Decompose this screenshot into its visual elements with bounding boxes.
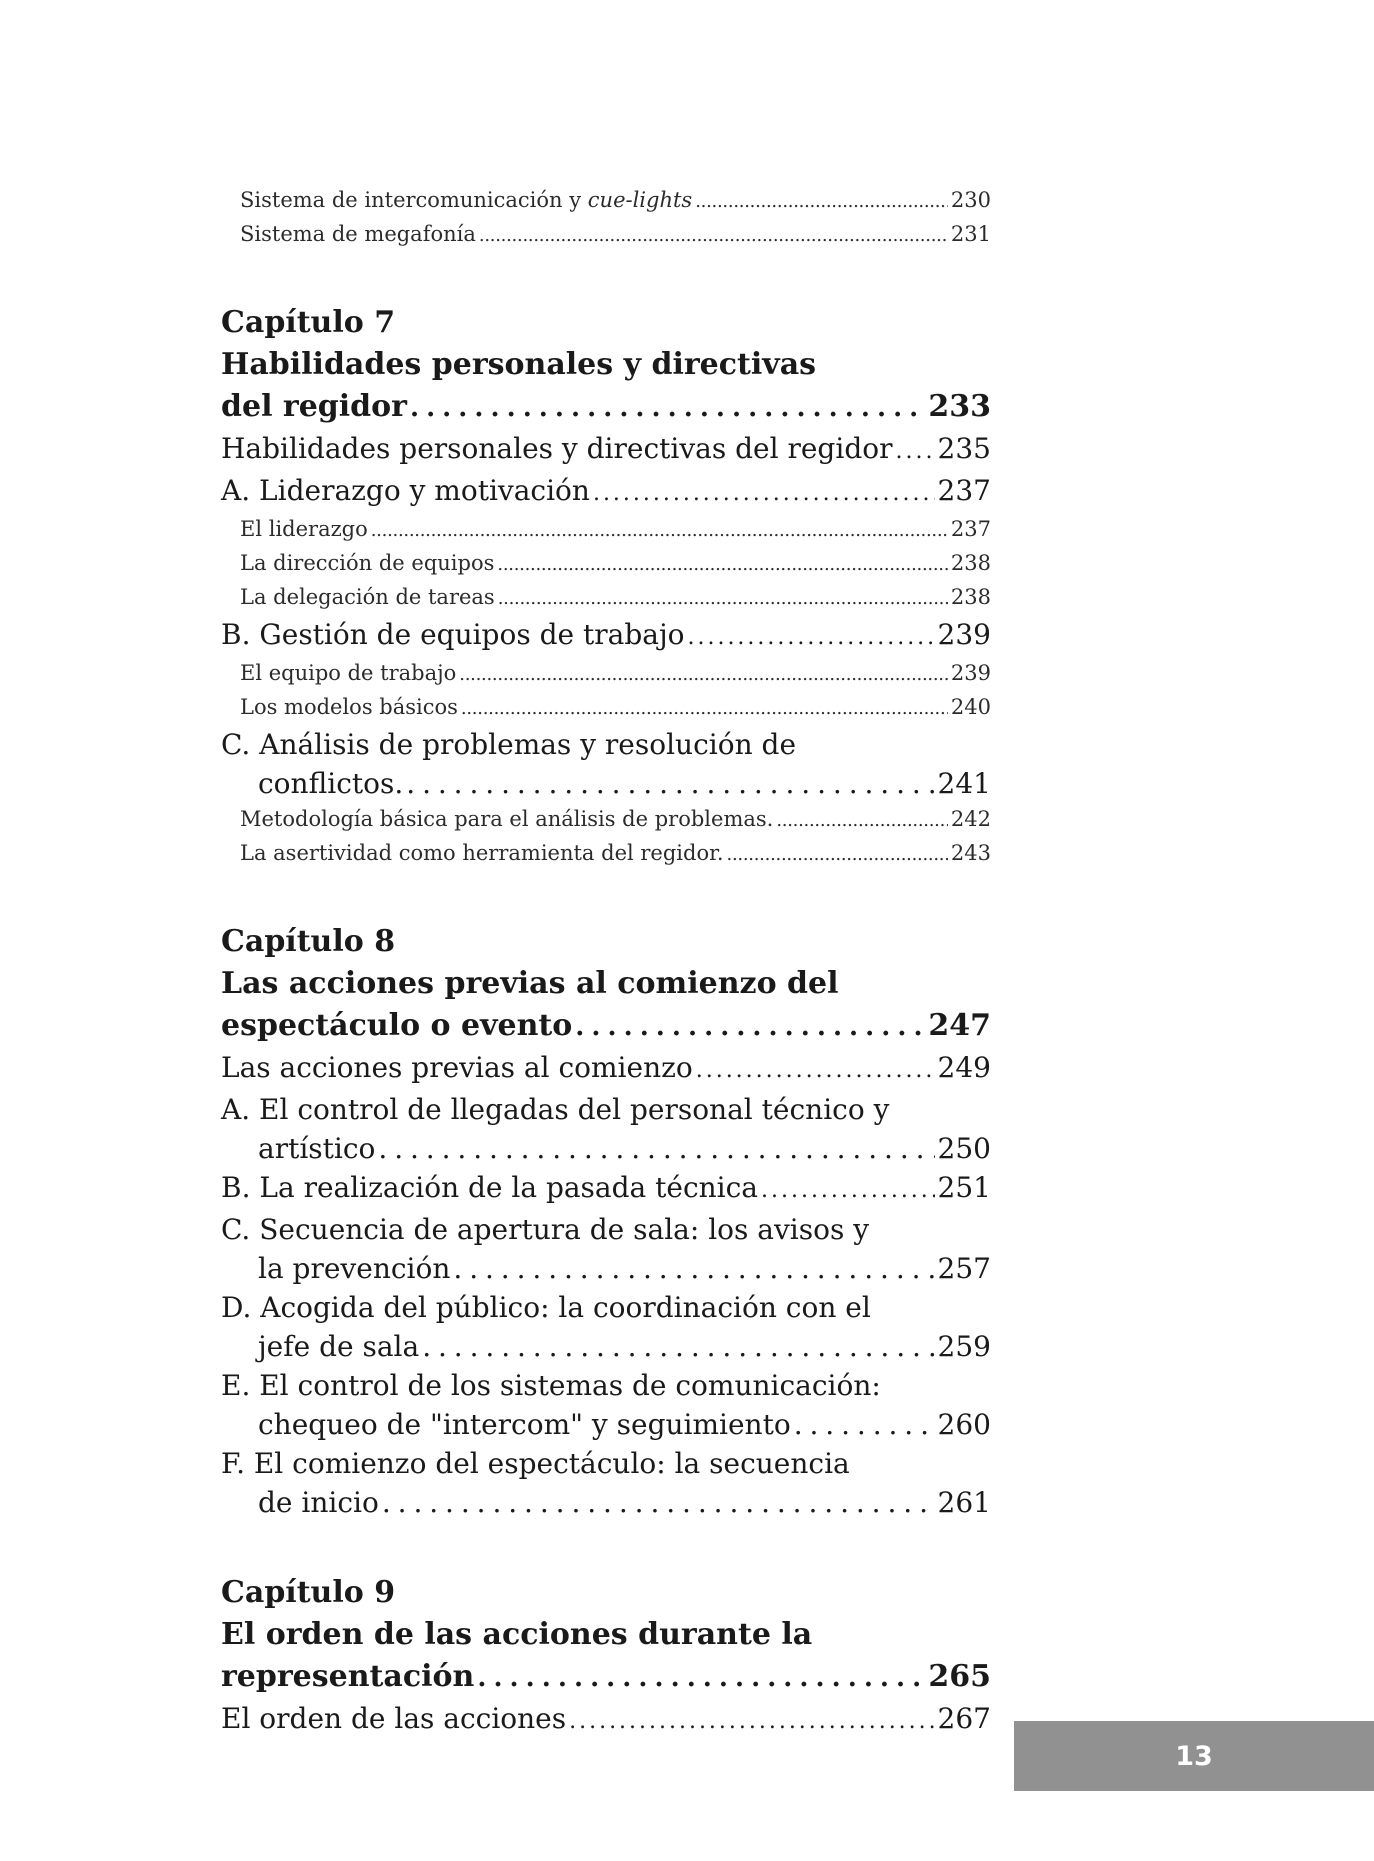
dot-leader (459, 657, 948, 691)
toc-entry[interactable] (221, 1090, 991, 1168)
toc-entry-title: B. Gestión de equipos de trabajo (221, 618, 685, 651)
toc-entry[interactable] (221, 691, 991, 725)
toc-entry-title: El equipo de trabajo (240, 661, 457, 685)
toc-entry-title: Sistema de megafonía (240, 222, 476, 246)
chapter-page: 265 (928, 1659, 991, 1694)
chapter-title-line: Habilidades personales y directivas (221, 347, 817, 382)
toc-entry-title: artístico (258, 1132, 376, 1165)
toc-entry-page: 230 (950, 188, 991, 212)
toc-entry-title: A. El control de llegadas del personal técnico y (221, 1093, 890, 1126)
toc-entry-page: 243 (950, 841, 991, 865)
toc-entry-continuation (221, 1483, 991, 1522)
toc-entry-page: 251 (937, 1171, 991, 1204)
toc-entry[interactable] (221, 429, 991, 471)
toc-entry-title: Sistema de intercomunicación y cue-lights (240, 188, 693, 212)
dot-leader (371, 513, 948, 547)
dot-leader (477, 1656, 925, 1699)
toc-entry-continuation (221, 1327, 991, 1366)
toc-entry-title: C. Secuencia de apertura de sala: los avisos y (221, 1213, 870, 1246)
dot-leader (382, 1483, 935, 1522)
chapter-title-line: del regidor (221, 389, 407, 424)
toc-entry-page: 242 (950, 807, 991, 831)
toc-entry-page: 239 (950, 661, 991, 685)
toc-entry-title: la prevención (258, 1252, 451, 1285)
toc-entry-page: 238 (950, 551, 991, 575)
chapter-label: Capítulo 7 (221, 305, 396, 340)
chapter-entries (221, 429, 991, 871)
toc-entry-title: Metodología básica para el análisis de problemas. (240, 807, 774, 831)
dot-leader (479, 218, 948, 252)
dot-leader (895, 429, 934, 471)
chapter-entries (221, 1699, 991, 1741)
toc-entry-continuation (221, 764, 991, 803)
toc-entry-title: La delegación de tareas (240, 585, 495, 609)
toc-entry-page: 241 (937, 767, 991, 800)
toc-entry-title: E. El control de los sistemas de comunicación: (221, 1369, 881, 1402)
toc-entry[interactable] (221, 1168, 991, 1210)
toc-entry-title: conflictos. (258, 767, 404, 800)
dot-leader (422, 1327, 934, 1366)
toc-entry-page: 260 (937, 1408, 991, 1441)
chapter-heading[interactable] (221, 1572, 991, 1699)
toc-entry-page: 257 (937, 1252, 991, 1285)
toc-entry-title: chequeo de "intercom" y seguimiento (258, 1408, 791, 1441)
dot-leader (498, 581, 948, 615)
toc-entry[interactable] (221, 837, 991, 871)
chapter-label: Capítulo 8 (221, 924, 396, 959)
chapter-title-line: representación (221, 1659, 475, 1694)
toc-entry-page: 237 (950, 517, 991, 541)
toc-entry-page: 231 (950, 222, 991, 246)
dot-leader (794, 1405, 935, 1444)
page-number: 13 (1175, 1740, 1213, 1772)
toc-entry[interactable] (221, 615, 991, 657)
toc-entry-page: 240 (950, 695, 991, 719)
chapter-heading[interactable] (221, 921, 991, 1048)
toc-entry-title: Las acciones previas al comienzo (221, 1051, 693, 1084)
dot-leader (461, 691, 948, 725)
toc-entry-title: El orden de las acciones (221, 1702, 567, 1735)
dot-leader (406, 764, 934, 803)
dot-leader (575, 1005, 925, 1048)
dot-leader (688, 615, 935, 657)
chapter-page: 247 (928, 1008, 991, 1043)
toc-entry-page: 261 (937, 1486, 991, 1519)
chapter-title-line: espectáculo o evento (221, 1008, 573, 1043)
toc-entry-continuation (221, 1405, 991, 1444)
toc-entry-page: 237 (937, 474, 991, 507)
toc-entry-page: 239 (937, 618, 991, 651)
dot-leader (696, 1048, 935, 1090)
toc-entry-title: La asertividad como herramienta del regidor. (240, 841, 724, 865)
toc-entry[interactable] (221, 1048, 991, 1090)
table-of-contents (221, 184, 991, 1741)
dot-leader (410, 386, 925, 429)
dot-leader (593, 471, 935, 513)
toc-entry[interactable] (221, 581, 991, 615)
toc-entry[interactable] (221, 1444, 991, 1522)
chapter-entries (221, 1048, 991, 1522)
toc-entry[interactable] (221, 1210, 991, 1288)
dot-leader (569, 1699, 934, 1741)
dot-leader (497, 547, 948, 581)
dot-leader (776, 803, 948, 837)
toc-entry-title: B. La realización de la pasada técnica (221, 1171, 759, 1204)
toc-entry[interactable] (221, 725, 991, 803)
toc-entry[interactable] (221, 1288, 991, 1366)
dot-leader (695, 184, 948, 218)
toc-entry-title: jefe de sala (258, 1330, 420, 1363)
toc-entry[interactable] (221, 547, 991, 581)
dot-leader (761, 1168, 935, 1210)
toc-entry-page: 250 (937, 1132, 991, 1165)
toc-entry-page: 249 (937, 1051, 991, 1084)
toc-entry-continuation (221, 1129, 991, 1168)
toc-entry[interactable] (221, 803, 991, 837)
page-number-tab (1014, 1721, 1374, 1791)
toc-entry[interactable] (221, 657, 991, 691)
toc-entry-title: La dirección de equipos (240, 551, 495, 575)
toc-entry-title: F. El comienzo del espectáculo: la secuencia (221, 1447, 850, 1480)
toc-entry-page: 238 (950, 585, 991, 609)
dot-leader (727, 837, 948, 871)
toc-entry-title: de inicio (258, 1486, 379, 1519)
chapter-title-line: Las acciones previas al comienzo del (221, 966, 839, 1001)
toc-entry-page: 259 (937, 1330, 991, 1363)
chapter-label: Capítulo 9 (221, 1575, 396, 1610)
toc-entry-continuation (221, 1249, 991, 1288)
toc-entry-title: D. Acogida del público: la coordinación con el (221, 1291, 871, 1324)
toc-entry-page: 267 (937, 1702, 991, 1735)
toc-entry-page: 235 (937, 432, 991, 465)
chapter-title-line: El orden de las acciones durante la (221, 1617, 813, 1652)
toc-entry-title: Habilidades personales y directivas del regidor (221, 432, 893, 465)
toc-entry[interactable] (221, 471, 991, 513)
chapter-heading[interactable] (221, 302, 991, 429)
toc-entry-title: Los modelos básicos (240, 695, 458, 719)
toc-entry[interactable] (221, 184, 991, 218)
chapter-page: 233 (928, 389, 991, 424)
toc-entry[interactable] (221, 218, 991, 252)
toc-entry-title: A. Liderazgo y motivación (221, 474, 590, 507)
dot-leader (453, 1249, 934, 1288)
toc-entry-title: El liderazgo (240, 517, 368, 541)
dot-leader (378, 1129, 934, 1168)
toc-entry[interactable] (221, 513, 991, 547)
toc-entry[interactable] (221, 1366, 991, 1444)
toc-entry-title: C. Análisis de problemas y resolución de (221, 728, 797, 761)
toc-entry[interactable] (221, 1699, 991, 1741)
